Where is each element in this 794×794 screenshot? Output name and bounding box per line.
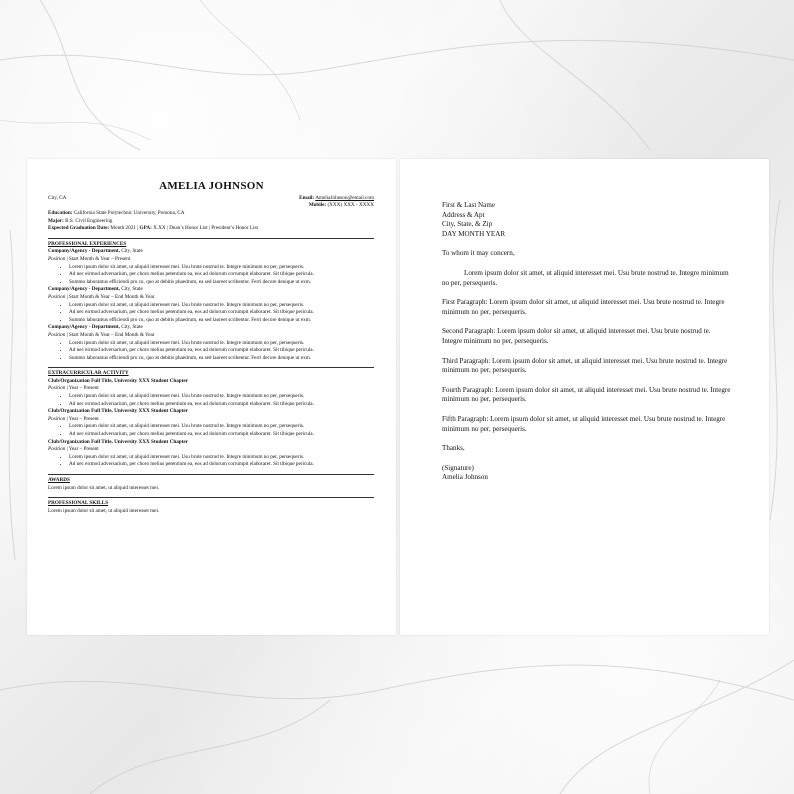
email-label: Email:: [299, 195, 315, 201]
job-dates: | Start Month & Year – Present: [66, 255, 131, 262]
job-position: Position: [48, 255, 66, 262]
job-location: City, State: [121, 324, 143, 331]
job-bullets: [48, 264, 374, 287]
bullet-item: • Summo laboramus efficiendi pro cu, quo at debitis phaedrum, ea sed laoreet scribentur. Ferri decore denique ut exm.: [69, 317, 374, 325]
job-company: Company/Agency - Department,: [48, 286, 120, 293]
salutation: To whom it may concern,: [442, 249, 515, 258]
bullet-item: • Summo laboramus efficiendi pro cu, quo at debitis phaedrum, ea sed laoreet scribentur. Ferri decore denique ut exm.: [69, 279, 374, 287]
signature-placeholder: (Signature): [442, 463, 474, 472]
skills-heading: PROFESSIONAL SKILLS: [48, 497, 374, 508]
resume-page: [27, 159, 396, 635]
experience-heading: PROFESSIONAL EXPERIENCES: [48, 238, 374, 249]
job-bullets: [48, 340, 374, 363]
cover-letter-page: [400, 159, 769, 635]
job-position-line: [48, 256, 374, 264]
education-value: California State Polytechnic University, Pomona, CA: [73, 210, 185, 216]
body-paragraph-5: Fifth Paragraph: Lorem ipsum dolor sit amet, ut aliquid interesset mei. Usu brute nostrud te. Integre minimum no per, persequeris.: [442, 414, 726, 433]
job-dates: | Start Month & Year – End Month & Year: [66, 331, 155, 338]
club-dates: | Year – Present: [66, 385, 99, 392]
job-position: Position: [48, 293, 66, 300]
job-company: Company/Agency - Department,: [48, 324, 120, 331]
major-line: [48, 218, 374, 226]
club-dates: | Year – Present: [66, 415, 99, 422]
bullet-item: • Ad nec eirmod adversarium, per choro melius petentium ea, eos ad dolorum corrumpit elaboraret. Sit tibique pericula.: [69, 347, 374, 355]
club-bullets: [48, 454, 374, 469]
resume-contact: [299, 195, 374, 209]
awards-text: Lorem ipsum dolor sit amet, ut aliquid interesset mei.: [48, 484, 160, 491]
body-paragraph-4: Fourth Paragraph: Lorem ipsum dolor sit amet, ut aliquid interesset mei. Usu brute nostrud te. Integre minimum no per, persequeris.: [442, 385, 731, 404]
mobile-label: Mobile:: [308, 202, 327, 208]
resume-city: City, CA: [48, 195, 67, 201]
club-bullets: [48, 393, 374, 408]
job-header: [48, 286, 374, 294]
body-paragraph-2: Second Paragraph: Lorem ipsum dolor sit amet, ut aliquid interesset mei. Usu brute nostrud te. Integre minimum no per, persequeris.: [442, 327, 711, 345]
closing: Thanks,: [442, 444, 465, 453]
activity-list: [48, 378, 374, 469]
job-location: City, State: [121, 286, 143, 293]
job-bullets: [48, 302, 374, 325]
club-name: Club/Organization Full Title, University XXX Student Chapter: [48, 408, 189, 415]
job-location: City, State: [121, 248, 143, 255]
club-name: Club/Organization Full Title, University XXX Student Chapter: [48, 377, 189, 384]
bullet-item: • Ad nec eirmod adversarium, per choro melius petentium ea, eos ad dolorum corrumpit elaboraret. Sit tibique pericula.: [69, 271, 374, 279]
job-dates: | Start Month & Year – End Month & Year: [66, 293, 155, 300]
bullet-item: • Ad nec eirmod adversarium, per choro melius petentium ea, eos ad dolorum corrumpit elaboraret. Sit tibique pericula.: [69, 401, 374, 409]
club-name: Club/Organization Full Title, University XXX Student Chapter: [48, 438, 189, 445]
letter-body: [442, 201, 732, 483]
experience-list: [48, 248, 374, 362]
club-position: Position: [48, 446, 66, 453]
gpa-value: X.XX | Dean’s Honor List | President’s Honor List: [153, 225, 258, 232]
address-line: City, State, & Zip: [442, 220, 493, 229]
bullet-item: • Summo laboramus efficiendi pro cu, quo at debitis phaedrum, ea sed laoreet scribentur. Ferri decore denique ut exm.: [69, 355, 374, 363]
club-dates: | Year – Present: [66, 446, 99, 453]
major-value: B.S. Civil Engineering: [65, 217, 113, 224]
bullet-item: • Ad nec eirmod adversarium, per choro melius petentium ea, eos ad dolorum corrumpit elaboraret. Sit tibique pericula.: [69, 431, 374, 439]
club-position: Position: [48, 385, 66, 392]
awards-heading: AWARDS: [48, 474, 374, 485]
address-line: First & Last Name: [442, 201, 495, 209]
job-position-line: [48, 294, 374, 302]
club-position-line: [48, 446, 374, 454]
letter-date: DAY MONTH YEAR: [442, 229, 506, 238]
skills-text: Lorem ipsum dolor sit amet, ut aliquid interesset mei.: [48, 507, 160, 514]
email-link[interactable]: AmeliaJohnson@email.com: [315, 195, 374, 201]
gpa-label: GPA:: [139, 225, 152, 232]
mobile-value: (XXX) XXX - XXXX: [327, 202, 374, 208]
bullet-item: • Lorem ipsum dolor sit amet, ut aliquid interesset mei. Usu brute nostrud te. Integre minimum no per, persequeris.: [69, 302, 374, 310]
resume-body: [48, 210, 374, 515]
bullet-item: • Ad nec eirmod adversarium, per choro melius petentium ea, eos ad dolorum corrumpit elaboraret. Sit tibique pericula.: [69, 309, 374, 317]
body-paragraph-3: Third Paragraph: Lorem ipsum dolor sit amet, ut aliquid interesset mei. Usu brute nostrud te. Integre minimum no per, persequeris.: [442, 356, 728, 375]
bullet-item: • Lorem ipsum dolor sit amet, ut aliquid interesset mei. Usu brute nostrud te. Integre minimum no per, persequeris.: [69, 393, 374, 401]
address-line: Address & Apt: [442, 210, 485, 219]
education-line: [48, 210, 374, 218]
job-company: Company/Agency - Department,: [48, 248, 120, 255]
club-position-line: [48, 416, 374, 424]
job-position: Position: [48, 331, 66, 338]
resume-name: AMELIA JOHNSON: [159, 180, 264, 192]
education-label: Education:: [48, 210, 73, 216]
bullet-item: • Lorem ipsum dolor sit amet, ut aliquid interesset mei. Usu brute nostrud te. Integre minimum no per, persequeris.: [69, 423, 374, 431]
graduation-line: Expected Graduation Date: Month 2021 | GPA: X.XX | Dean’s Honor List | President’s Honor List: [48, 225, 258, 232]
major-label: Major:: [48, 217, 64, 224]
bullet-item: • Lorem ipsum dolor sit amet, ut aliquid interesset mei. Usu brute nostrud te. Integre minimum no per, persequeris.: [69, 340, 374, 348]
job-position-line: [48, 332, 374, 340]
activity-heading: EXTRACURRICULAR ACTIVITY: [48, 367, 374, 378]
club-bullets: [48, 423, 374, 438]
bullet-item: • Ad nec eirmod adversarium, per choro melius petentium ea, eos ad dolorum corrumpit elaboraret. Sit tibique pericula.: [69, 461, 374, 469]
club-position: Position: [48, 415, 66, 422]
graduation-value: Month 2021: [110, 225, 136, 232]
job-header: [48, 248, 374, 256]
job-header: [48, 324, 374, 332]
club-position-line: [48, 385, 374, 393]
signer-name: Amelia Johnson: [442, 473, 488, 482]
bullet-item: • Lorem ipsum dolor sit amet, ut aliquid interesset mei. Usu brute nostrud te. Integre minimum no per, persequeris.: [69, 454, 374, 462]
body-paragraph-1: First Paragraph: Lorem ipsum dolor sit amet, ut aliquid interesset mei. Usu brute nostrud te. Integre minimum no per, persequeris.: [442, 298, 725, 316]
bullet-item: • Lorem ipsum dolor sit amet, ut aliquid interesset mei. Usu brute nostrud te. Integre minimum no per, persequeris.: [69, 264, 374, 272]
graduation-label: Expected Graduation Date:: [48, 225, 110, 232]
intro-paragraph: Lorem ipsum dolor sit amet, ut aliquid interesset mei. Usu brute nostrud te. Integre minimum no per, persequeris.: [442, 268, 729, 287]
